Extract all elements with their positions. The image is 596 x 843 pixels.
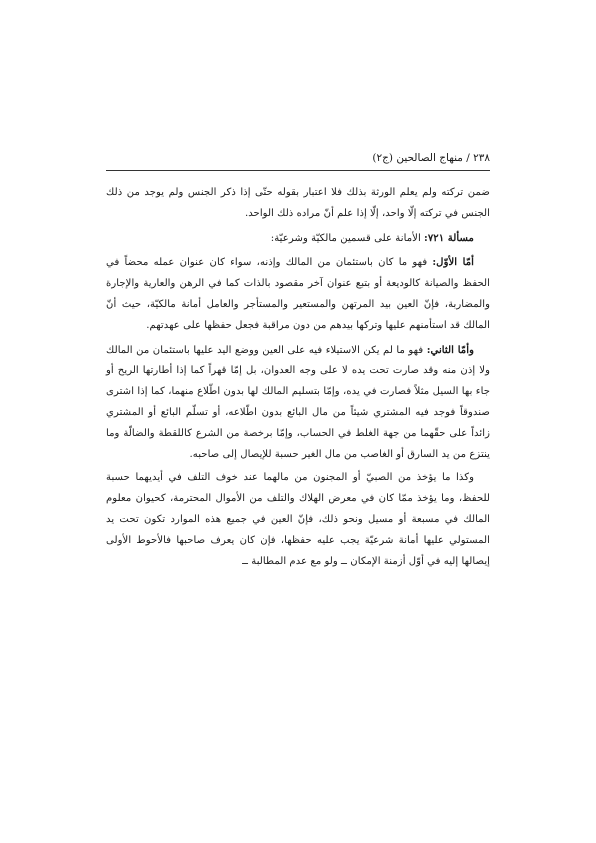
paragraph-first	[106, 252, 490, 336]
paragraph-issue	[106, 228, 490, 250]
first-label: أمّا الأوّل:	[432, 256, 474, 269]
paragraph-continuation: ضمن تركته ولم يعلم الورثة بذلك فلا اعتبار بقوله حتّى إذا ذكر الجنس ولم يوجد من ذلك الجنس في تركته إلّا واحد، إلّا إذا علم أنّ مراده ذلك الواحد.	[106, 187, 490, 219]
issue-label: مسألة ٧٢١:	[424, 231, 474, 244]
body-text	[106, 183, 490, 572]
paragraph-final: وكذا ما يؤخذ من الصبيّ أو المجنون من مالهما عند خوف التلف في أيديهما حسبة للحفظ، وما يؤخذ ممّا كان في معرض الهلاك والتلف من الأموال المحترمة، كحيوان معلوم المالك في مسبعة أو مسيل ونحو ذلك، فإنّ العين في جميع هذه الموارد تكون تحت يد المستولي عليها أمانة شرعيّة يجب عليه حفظها، فإن كان يعرف صاحبها فالأحوط الأولى إيصالها إليه في أوّل أزمنة الإمكان ــ ولو مع عدم المطالبة ــ	[106, 472, 490, 567]
second-label: وأمّا الثاني:	[426, 343, 475, 356]
first-text: فهو ما كان باستئمان من المالك وإذنه، سواء كان عنوان عمله محضاً في الحفظ والصيانة كالوديعة أو بتبع عنوان آخر مقصود بالذات كما في الرهن والعارية والإجارة والمضاربة، فإنّ العين بيد المرتهن والمستعير والمستأجر والعامل أمانة مالكيّة، حيث أنّ المالك قد استأمنهم عليها وتركها بيدهم من دون مراقبة فجعل حفظها على عهدتهم.	[106, 257, 490, 331]
paragraph-second	[106, 340, 490, 466]
issue-text: الأمانة على قسمين مالكيّة وشرعيّة:	[270, 232, 425, 244]
book-page	[106, 150, 490, 572]
running-head: ٢٣٨ / منهاج الصالحين (ج٢)	[106, 150, 490, 171]
second-text: فهو ما لم يكن الاستيلاء فيه على العين ووضع اليد عليها باستئمان من المالك ولا إذن منه وقد صارت تحت يده لا على وجه العدوان، بل إمّا قهراً كما إذا أطارتها الريح أو جاء بها السيل مثلاً فصارت في يده، وإمّا بتسليم المالك لها بدون اطّلاع منهما، كما إذا اشترى صندوقاً فوجد فيه المشتري شيئاً من مال البائع بدون اطّلاعه، أو تسلّم البائع أو المشتري زائداً على حقّهما من جهة الغلط في الحساب، وإمّا برخصة من الشرع كاللقطة والضالّة وما ينتزع من يد السارق أو الغاصب من مال الغير حسبة للإيصال إلى صاحبه.	[106, 344, 490, 460]
